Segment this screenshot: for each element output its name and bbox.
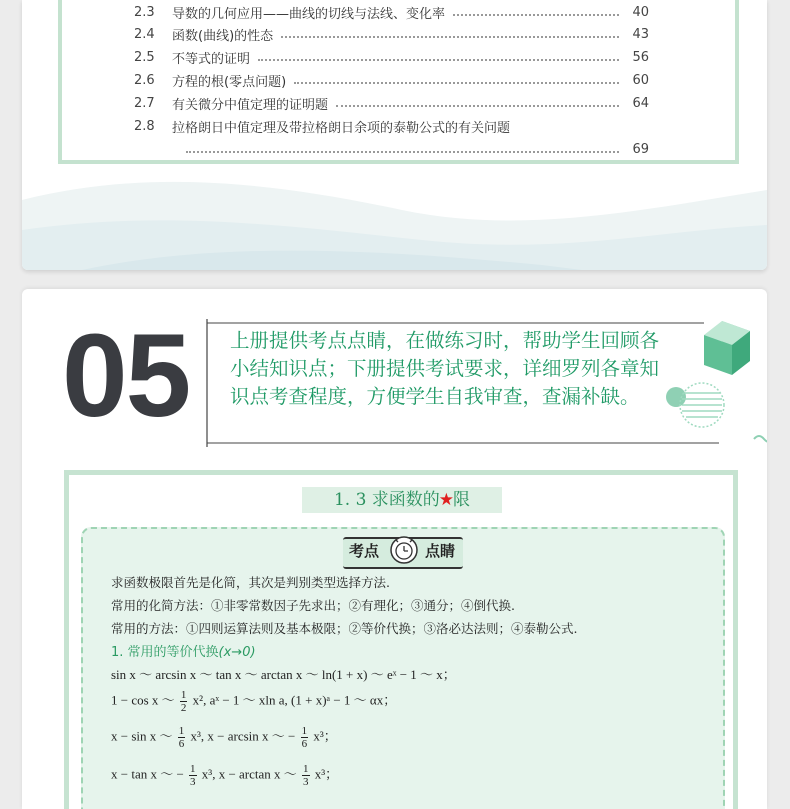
toc-title: 方程的根(零点问题) <box>172 74 287 90</box>
toc-row <box>134 70 649 90</box>
toc-leader <box>281 36 619 38</box>
toc-page: 69 <box>632 141 649 157</box>
fraction: $\frac{1}{2}$ <box>180 689 187 714</box>
equation-part: x³, x − arctan x ～ <box>201 766 297 782</box>
badge-label-right: 点睛 <box>424 542 455 560</box>
badge-label-left: 考点 <box>349 542 380 560</box>
toc-row <box>134 47 649 67</box>
key-points-badge <box>343 537 463 567</box>
toc-num: 2.7 <box>134 95 155 111</box>
toc-frame <box>58 0 739 164</box>
toc-page: 40 <box>632 4 649 20</box>
toc-num: 2.5 <box>134 49 155 65</box>
equation-part: x³, x − arcsin x ～ − <box>190 728 296 744</box>
toc-page: 60 <box>632 72 649 88</box>
equation-line: sin x ～ arcsin x ～ tan x ～ arctan x ～ ln(1 + x) ～ eˣ − 1 ～ x； <box>111 667 456 682</box>
star-icon: ★ <box>438 490 455 510</box>
toc-row <box>134 2 649 22</box>
equation-part: x − sin x ～ <box>111 728 173 744</box>
toc-title: 导数的几何应用——曲线的切线与法线、变化率 <box>172 6 446 22</box>
equation-part: 1 − cos x ～ <box>111 692 175 708</box>
equation-line <box>111 689 396 714</box>
toc-row <box>134 116 510 136</box>
equation-line <box>111 725 337 750</box>
note-line: 常用的化简方法：①非零常数因子先求出；②有理化；③通分；④倒代换. <box>111 598 515 613</box>
clock-icon <box>389 535 419 565</box>
cube-decoration <box>662 301 767 451</box>
toc-page: 56 <box>632 49 649 65</box>
toc-num: 2.8 <box>134 118 155 134</box>
toc-leader <box>258 59 619 61</box>
equation-line <box>111 763 338 788</box>
note-line: 常用的方法：①四则运算法则及基本极限；②等价代换；③洛必达法则；④泰勒公式. <box>111 621 578 636</box>
toc-page: 43 <box>632 26 649 42</box>
wave-decoration <box>22 170 767 270</box>
fraction: $\frac{1}{6}$ <box>301 725 308 750</box>
toc-row <box>134 24 649 44</box>
toc-title: 函数(曲线)的性态 <box>172 28 274 44</box>
note-line: 求函数极限首先是化简，其次是判别类型选择方法. <box>111 575 390 590</box>
fraction: $\frac{1}{3}$ <box>190 763 196 788</box>
sample-page <box>64 470 738 809</box>
toc-title: 有关微分中值定理的证明题 <box>172 97 329 113</box>
toc-card <box>22 0 767 270</box>
toc-title: 拉格朗日中值定理及带拉格朗日余项的泰勒公式的有关问题 <box>172 120 511 136</box>
section-title-text: 1. 3 求函数的 <box>333 490 440 510</box>
toc-row <box>134 93 649 113</box>
subheading-condition: (x→0) <box>218 645 256 660</box>
toc-num: 2.3 <box>134 4 155 20</box>
toc-row-continued <box>178 139 649 159</box>
section-title-tail: 限 <box>453 490 471 510</box>
toc-leader <box>336 105 619 107</box>
equation-part: x³； <box>313 728 337 744</box>
toc-page: 64 <box>632 95 649 111</box>
equation-part: x − tan x ～ − <box>111 766 184 782</box>
toc-leader <box>294 82 619 84</box>
key-points-box <box>81 527 725 809</box>
feature-number: 05 <box>62 310 190 442</box>
section-title <box>302 487 502 513</box>
feature-card <box>22 289 767 809</box>
feature-description: 上册提供考点点睛，在做练习时，帮助学生回顾各小结知识点；下册提供考试要求，详细罗列各章知识点考查程度，方便学生自我审查，查漏补缺。 <box>230 329 660 408</box>
subheading <box>111 641 256 660</box>
toc-num: 2.4 <box>134 26 155 42</box>
toc-title: 不等式的证明 <box>172 51 251 67</box>
subheading-text: 1. 常用的等价代换 <box>111 645 219 660</box>
fraction: $\frac{1}{3}$ <box>303 763 309 788</box>
fraction: $\frac{1}{6}$ <box>178 725 185 750</box>
equation-part: x³； <box>314 766 339 782</box>
toc-num: 2.6 <box>134 72 155 88</box>
toc-leader <box>186 151 619 153</box>
toc-leader <box>453 14 619 16</box>
equation-part: x², aˣ − 1 ～ xln a, (1 + x)ᵃ − 1 ～ αx； <box>192 692 397 708</box>
